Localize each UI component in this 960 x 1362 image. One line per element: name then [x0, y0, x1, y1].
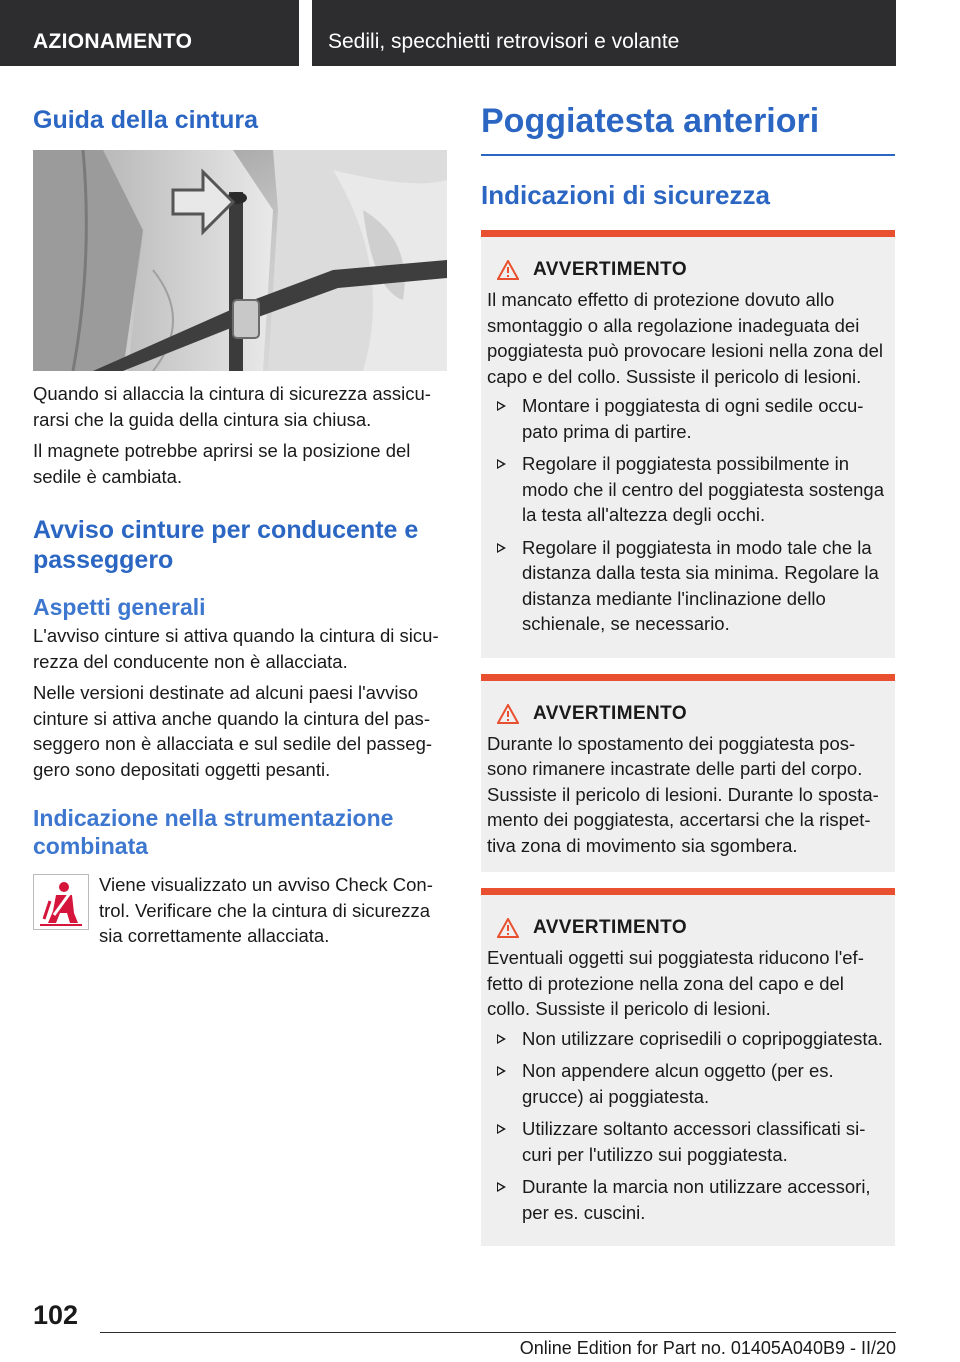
check-control-text: Viene visualizzato un avviso Check Control. Verificare che la cintura di sicurezza sia correttamente allacciata. — [99, 874, 433, 946]
check-control-row — [33, 872, 447, 949]
list-item: Durante la marcia non utilizzare accessori, per es. cuscini. — [487, 1174, 887, 1225]
warning-text: Durante lo spostamento dei poggiatesta possono rimanere incastrate delle parti del corpo. Sussiste il pericolo di lesioni. Durante lo spostamento dei poggiatesta, accertarsi che la rispettiva zona di movimento sia sgombera. — [487, 732, 879, 856]
page-header — [0, 0, 960, 66]
warning-label: AVVERTIMENTO — [533, 917, 687, 938]
warning-text: Il mancato effetto di protezione dovuto allo smontaggio o alla regolazione inadeguata dei poggiatesta può provocare lesioni nella zona del capo e del collo. Sussiste il pericolo di lesioni. — [487, 289, 883, 387]
warning-triangle-icon — [497, 260, 519, 280]
list-item: Montare i poggiatesta di ogni sedile occupato prima di partire. — [487, 393, 887, 444]
belt-guide-photo — [33, 150, 447, 371]
page-number: 102 — [33, 1300, 79, 1330]
warning-triangle-icon — [497, 918, 519, 938]
warning-box-1 — [481, 230, 895, 658]
general-aspects-heading: Aspetti generali — [33, 594, 206, 620]
warning-triangle-icon — [497, 704, 519, 724]
list-item: Utilizzare soltanto accessori classificati sicuri per l'utilizzo sui poggiatesta. — [487, 1116, 887, 1167]
belt-guide-heading: Guida della cintura — [33, 106, 259, 134]
footer-divider — [100, 1332, 896, 1333]
footer-edition: Online Edition for Part no. 01405A040B9 - II/20 — [519, 1338, 896, 1358]
list-item: Regolare il poggiatesta possibilmente in modo che il centro del poggiatesta sostenga la testa all'altezza degli occhi. — [487, 451, 887, 528]
warning-list — [487, 393, 887, 637]
reminder-text-1: L'avviso cinture si attiva quando la cintura di sicurezza del conducente non è allacciata. — [33, 625, 439, 672]
warning-list — [487, 1026, 887, 1226]
warning-label: AVVERTIMENTO — [533, 702, 687, 724]
warning-box-2 — [481, 674, 895, 873]
warning-text: Eventuali oggetti sui poggiatesta riducono l'effetto di protezione nella zona del capo e del collo. Sussiste il pericolo di lesioni. — [487, 947, 864, 1019]
header-chapter-tab: Sedili, specchietti retrovisori e volante — [312, 0, 896, 66]
safety-info-heading: Indicazioni di sicurezza — [481, 180, 770, 210]
warning-label: AVVERTIMENTO — [533, 259, 687, 280]
left-column — [33, 100, 447, 949]
instrument-cluster-heading: Indicazione nella strumentazione combinata — [33, 805, 394, 859]
seatbelt-warning-icon — [33, 874, 89, 930]
belt-guide-text-1: Quando si allaccia la cintura di sicurezza assicurarsi che la guida della cintura sia chiusa. — [33, 383, 431, 430]
header-section-tab: AZIONAMENTO — [0, 0, 299, 66]
seat-belt-illustration — [33, 150, 447, 371]
warning-box-3 — [481, 888, 895, 1246]
list-item: Non utilizzare coprisedili o copripoggiatesta. — [487, 1026, 887, 1052]
head-restraints-heading: Poggiatesta anteriori — [481, 100, 895, 156]
reminder-text-2: Nelle versioni destinate ad alcuni paesi l'avviso cinture si attiva anche quando la cintura del passeggero non è allacciata e sul sedile del passeggero sono depositati oggetti pesanti. — [33, 682, 433, 780]
belt-reminder-heading: Avviso cinture per conducente e passeggero — [33, 516, 419, 574]
list-item: Regolare il poggiatesta in modo tale che la distanza dalla testa sia minima. Regolare la distanza mediante l'inclinazione dello schienale, se necessario. — [487, 535, 887, 637]
right-column — [481, 100, 895, 1246]
list-item: Non appendere alcun oggetto (per es. grucce) ai poggiatesta. — [487, 1058, 887, 1109]
belt-guide-text-2: Il magnete potrebbe aprirsi se la posizione del sedile è cambiata. — [33, 440, 411, 487]
